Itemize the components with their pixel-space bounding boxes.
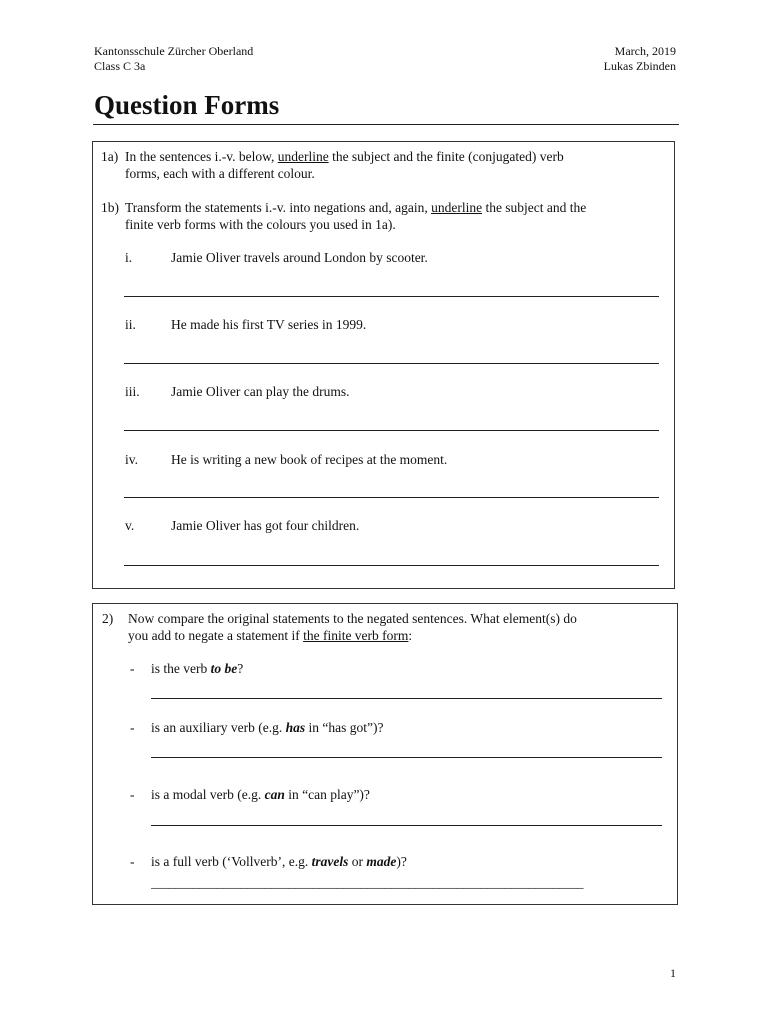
answer-line-typed[interactable]: ________________________________________________________________________ — [151, 875, 583, 890]
finite-verb-form-keyword: the finite verb form — [303, 628, 409, 643]
item-sentence: Jamie Oliver has got four children. — [171, 518, 360, 533]
question-full-verb: is a full verb (‘Vollverb’, e.g. travels or made)? — [151, 854, 407, 869]
header-right — [604, 44, 676, 74]
exercise-2-number: 2) — [102, 611, 114, 626]
item-sentence: Jamie Oliver can play the drums. — [171, 384, 350, 399]
underline-keyword: underline — [431, 200, 483, 215]
question-to-be: is the verb to be? — [151, 661, 244, 676]
item-sentence: He is writing a new book of recipes at the moment. — [171, 452, 448, 467]
item-number: ii. — [125, 317, 136, 332]
answer-line[interactable] — [151, 698, 662, 699]
exercise-1b-instruction-line2: finite verb forms with the colours you used in 1a). — [125, 217, 396, 232]
answer-line[interactable] — [124, 565, 659, 566]
date: March, 2019 — [614, 44, 676, 58]
item-number: i. — [125, 250, 133, 265]
exercise-2-instruction-line2: you add to negate a statement if the finite verb form: — [128, 628, 413, 643]
question-auxiliary: is an auxiliary verb (e.g. has in “has got”)? — [151, 720, 384, 735]
author: Lukas Zbinden — [603, 59, 676, 73]
bullet: - — [130, 787, 135, 802]
item-sentence: Jamie Oliver travels around London by scooter. — [171, 250, 428, 265]
exercise-1b-instruction: Transform the statements i.-v. into negations and, again, underline the subject and the — [125, 200, 587, 215]
item-number: iv. — [125, 452, 138, 467]
exercise-1a-instruction-line2: forms, each with a different colour. — [125, 166, 315, 181]
answer-line[interactable] — [124, 296, 659, 297]
answer-line[interactable] — [124, 497, 659, 498]
title-rule — [93, 124, 679, 125]
exercise-1a-instruction: In the sentences i.-v. below, underline the subject and the finite (conjugated) verb — [125, 149, 564, 164]
question-modal: is a modal verb (e.g. can in “can play”)? — [151, 787, 370, 802]
header-left — [94, 44, 253, 74]
class-name: Class C 3a — [94, 59, 146, 73]
item-number: v. — [125, 518, 135, 533]
page-number: 1 — [670, 966, 676, 980]
school-name: Kantonsschule Zürcher Oberland — [94, 44, 254, 58]
underline-keyword: underline — [277, 149, 329, 164]
answer-line[interactable] — [124, 430, 659, 431]
answer-line[interactable] — [124, 363, 659, 364]
exercise-1b-number: 1b) — [101, 200, 119, 215]
item-number: iii. — [125, 384, 140, 399]
exercise-1a-number: 1a) — [101, 149, 119, 164]
item-sentence: He made his first TV series in 1999. — [171, 317, 367, 332]
answer-line[interactable] — [151, 825, 662, 826]
bullet: - — [130, 661, 135, 676]
exercise-2-instruction: Now compare the original statements to the negated sentences. What element(s) do — [128, 611, 577, 626]
page-title: Question Forms — [94, 90, 280, 120]
bullet: - — [130, 720, 135, 735]
bullet: - — [130, 854, 135, 869]
answer-line[interactable] — [151, 757, 662, 758]
